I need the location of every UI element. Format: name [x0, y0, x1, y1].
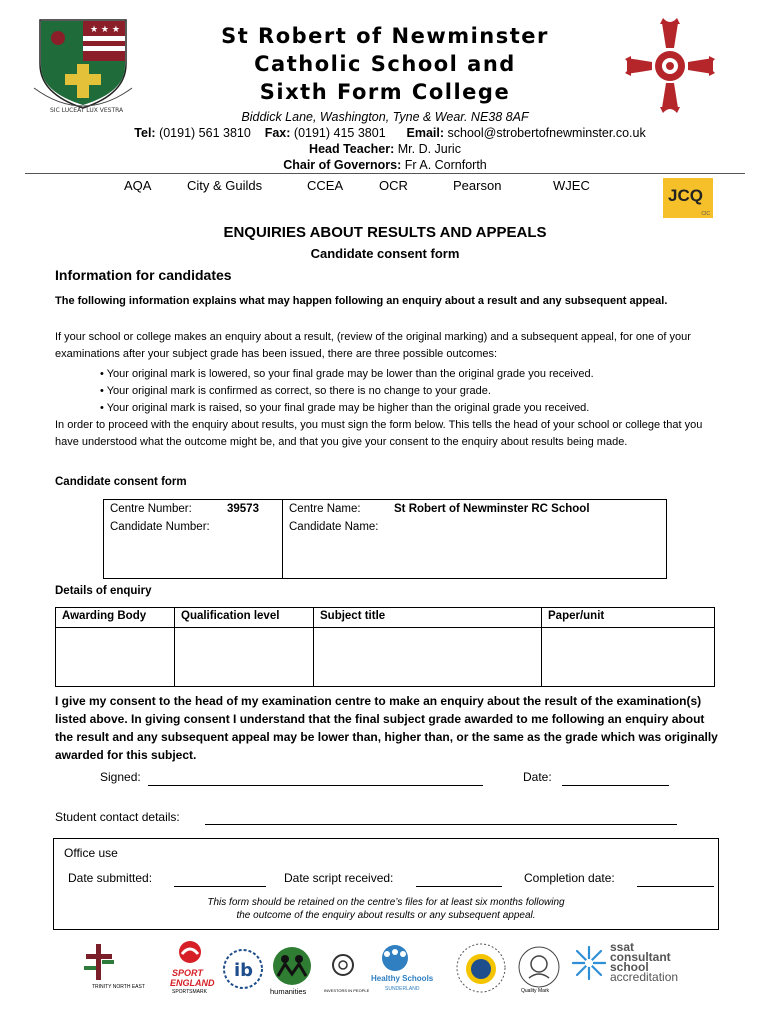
awarding-body-ocr: OCR — [379, 178, 408, 193]
centre-number-label: Centre Number: — [110, 503, 192, 515]
consent-statement: I give my consent to the head of my examination centre to make an enquiry about the result of the examination(s) listed above. In giving consent I understand that the final subject grade awarded to me following an enquiry about the result and any subsequent appeal may be lower than, higher than, or the same as the grade which was originally awarded for this subject. — [55, 694, 718, 762]
intro-bold: The following information explains what may happen following an enquiry about a result and any subsequent appeal. — [55, 295, 668, 307]
email-link[interactable]: school@strobertofnewminster.co.uk — [447, 126, 646, 140]
school-address: Biddick Lane, Washington, Tyne & Wear. NE38 8AF — [241, 110, 529, 124]
table-row — [56, 628, 715, 687]
centre-name-label: Centre Name: — [289, 503, 361, 515]
sunderland-quality-logo — [455, 942, 511, 998]
consent-form-heading: Candidate consent form — [55, 476, 187, 488]
paper-unit-cell[interactable] — [542, 628, 715, 687]
proceed-text: In order to proceed with the enquiry about results, you must sign the form below. This tells the head of your school or college that you have understood what the outcome might be, and that you give your consent to the enquiry about results being made. — [55, 419, 703, 448]
retention-note-1: This form should be retained on the centre’s files for at least six months following — [207, 897, 565, 908]
date-submitted-field[interactable] — [174, 886, 266, 887]
column-subject-title: Subject title — [314, 608, 542, 628]
contact-line: Tel: (0191) 561 3810 Fax: (0191) 415 3801 Email: school@strobertofnewminster.co.uk — [134, 126, 646, 140]
date-script-received-label: Date script received: — [284, 871, 394, 885]
ssat-snowflake-icon — [570, 944, 610, 988]
form-title: ENQUIRIES ABOUT RESULTS AND APPEALS — [223, 224, 547, 241]
awarding-body-cell[interactable] — [56, 628, 175, 687]
list-item: • Your original mark is confirmed as correct, so there is no change to your grade. — [100, 385, 491, 397]
signature-field[interactable] — [148, 785, 483, 786]
crest-motto: SIC LUCEAT LUX VESTRA — [50, 107, 124, 114]
head-teacher: Head Teacher: Mr. D. Juric — [309, 142, 461, 156]
date-submitted-label: Date submitted: — [68, 871, 153, 885]
enquiry-heading: Details of enquiry — [55, 585, 152, 597]
sport-england-logo: SPORT ENGLAND SPORTSMARK — [170, 940, 220, 998]
jcq-logo: JCQ CIC — [663, 178, 713, 218]
column-awarding-body: Awarding Body — [56, 608, 175, 628]
trinity-north-east-logo: TRINITY NORTH EAST — [80, 940, 135, 995]
footer-logos — [70, 940, 700, 1000]
awarding-body-aqa: AQA — [124, 178, 152, 193]
completion-date-field[interactable] — [637, 886, 714, 887]
svg-text:ib: ib — [234, 960, 254, 981]
qualification-level-cell[interactable] — [175, 628, 314, 687]
awarding-body-city-guilds: City & Guilds — [187, 178, 263, 193]
svg-text:★ ★ ★: ★ ★ ★ — [90, 25, 120, 35]
ib-logo — [222, 948, 266, 992]
student-contact-field[interactable] — [205, 824, 677, 825]
retention-note-2: the outcome of the enquiry about results or any subsequent appeal. — [236, 910, 536, 921]
healthy-schools-logo: Healthy Schools SUNDERLAND — [375, 944, 455, 1000]
candidate-number-field[interactable]: Candidate Number: — [110, 521, 210, 533]
date-script-received-field[interactable] — [416, 886, 502, 887]
centre-number-value: 39573 — [227, 503, 259, 515]
subject-title-cell[interactable] — [314, 628, 542, 687]
chair-of-governors: Chair of Governors: Fr A. Cornforth — [283, 158, 487, 172]
column-qualification-level: Qualification level — [175, 608, 314, 628]
quality-mark-logo: Quality Mark — [515, 944, 565, 998]
date-field[interactable] — [562, 785, 669, 786]
centre-name-value: St Robert of Newminster RC School — [394, 503, 590, 515]
column-paper-unit: Paper/unit — [542, 608, 715, 628]
list-item: • Your original mark is raised, so your final grade may be higher than the original grade you received. — [100, 402, 590, 414]
date-label: Date: — [523, 770, 552, 784]
consent-form-box — [103, 499, 667, 579]
form-subtitle: Candidate consent form — [310, 246, 460, 261]
cross-logo — [625, 18, 715, 113]
signed-label: Signed: — [100, 770, 141, 784]
awarding-body-wjec: WJEC — [553, 178, 590, 193]
office-use-box — [53, 838, 719, 930]
enquiry-table — [55, 607, 715, 687]
student-contact-label: Student contact details: — [55, 810, 180, 824]
ssat-accreditation-logo: ssat consultant school accreditation — [610, 940, 679, 984]
humanities-logo: humanities — [270, 946, 330, 998]
info-heading: Information for candidates — [55, 267, 232, 283]
office-use-heading: Office use — [64, 846, 118, 860]
investors-in-people-logo: INVESTORS IN PEOPLE — [330, 952, 370, 996]
awarding-body-ccea: CCEA — [307, 178, 344, 193]
school-crest-logo — [28, 16, 138, 116]
school-name: St Robert of Newminster Catholic School and Sixth Form College — [221, 24, 549, 104]
list-item: • Your original mark is lowered, so your final grade may be lower than the original grade you received. — [100, 368, 594, 380]
awarding-body-pearson: Pearson — [453, 178, 502, 193]
header-divider — [25, 173, 745, 174]
candidate-name-field[interactable]: Candidate Name: — [289, 521, 379, 533]
outcomes-list — [100, 366, 720, 417]
completion-date-label: Completion date: — [524, 871, 615, 885]
intro-text: If your school or college makes an enquiry about a result, (review of the original marking) and a subsequent appeal, for one of your examinations after your subject grade has been issued, there are three possible outcomes: — [55, 331, 691, 360]
